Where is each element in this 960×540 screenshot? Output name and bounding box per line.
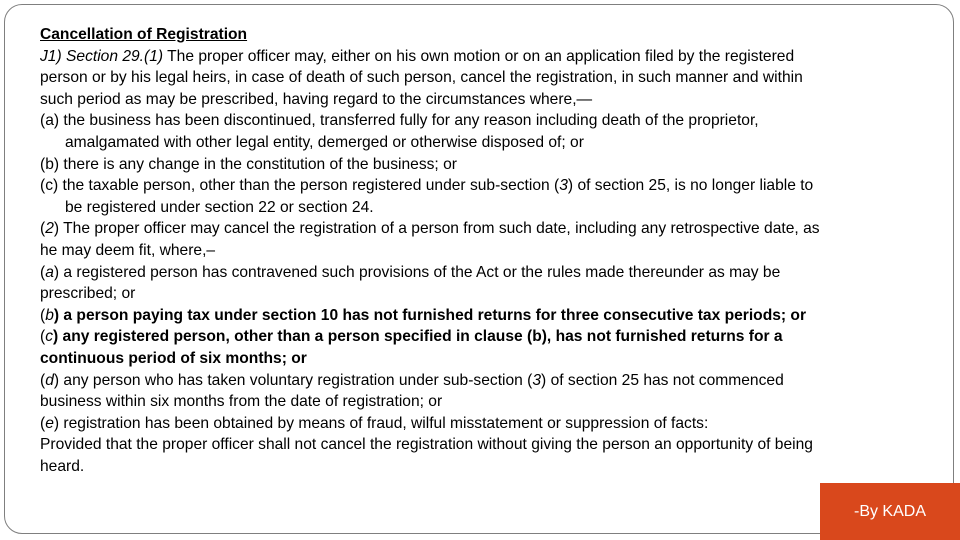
proviso-line-1: Provided that the proper officer shall not cancel the registration without giving the person an opportunity of being xyxy=(40,436,813,454)
subsection-2-line-1: (2) The proper officer may cancel the registration of a person from such date, including any retrospective date, as xyxy=(40,220,820,238)
clause-1a-line-1: (a) the business has been discontinued, transferred fully for any reason including death of the proprietor, xyxy=(40,112,759,130)
section-29-line-1: J1) Section 29.(1) The proper officer may, either on his own motion or on an application filed by the registered xyxy=(40,47,795,65)
clause-2e: (e) registration has been obtained by means of fraud, wilful misstatement or suppression of facts: xyxy=(40,414,709,432)
clause-1c-line-1: (c) the taxable person, other than the person registered under sub-section (3) of section 25, is no longer liable to xyxy=(40,177,814,195)
clause-2c-line-1: (c) any registered person, other than a person specified in clause (b), has not furnished returns for a xyxy=(40,328,783,346)
author-badge: -By KADA xyxy=(820,483,960,540)
section-29-ref: J1) Section 29.(1) xyxy=(40,47,164,65)
clause-2a-line-2: prescribed; or xyxy=(40,285,136,303)
clause-2a-line-1: (a) a registered person has contravened such provisions of the Act or the rules made thereunder as may be xyxy=(40,263,781,281)
clause-2b: (b) a person paying tax under section 10 has not furnished returns for three consecutive tax periods; or xyxy=(40,306,807,324)
clause-2d-line-1: (d) any person who has taken voluntary registration under sub-section (3) of section 25 has not commenced xyxy=(40,371,784,389)
clause-1b: (b) there is any change in the constitution of the business; or xyxy=(40,155,457,173)
section-29-line-2: person or by his legal heirs, in case of death of such person, cancel the registration, in such manner and within xyxy=(40,69,803,87)
clause-1c-line-2: be registered under section 22 or section 24. xyxy=(65,198,374,216)
document-body xyxy=(40,24,945,477)
proviso-line-2: heard. xyxy=(40,457,85,475)
clause-1a-line-2: amalgamated with other legal entity, demerged or otherwise disposed of; or xyxy=(65,133,584,151)
document-title: Cancellation of Registration xyxy=(40,26,248,43)
clause-2d-line-2: business within six months from the date of registration; or xyxy=(40,393,443,411)
section-29-line-3: such period as may be prescribed, having regard to the circumstances where,— xyxy=(40,90,593,108)
clause-2c-line-2: continuous period of six months; or xyxy=(40,349,307,367)
subsection-2-line-2: he may deem fit, where,– xyxy=(40,241,216,259)
